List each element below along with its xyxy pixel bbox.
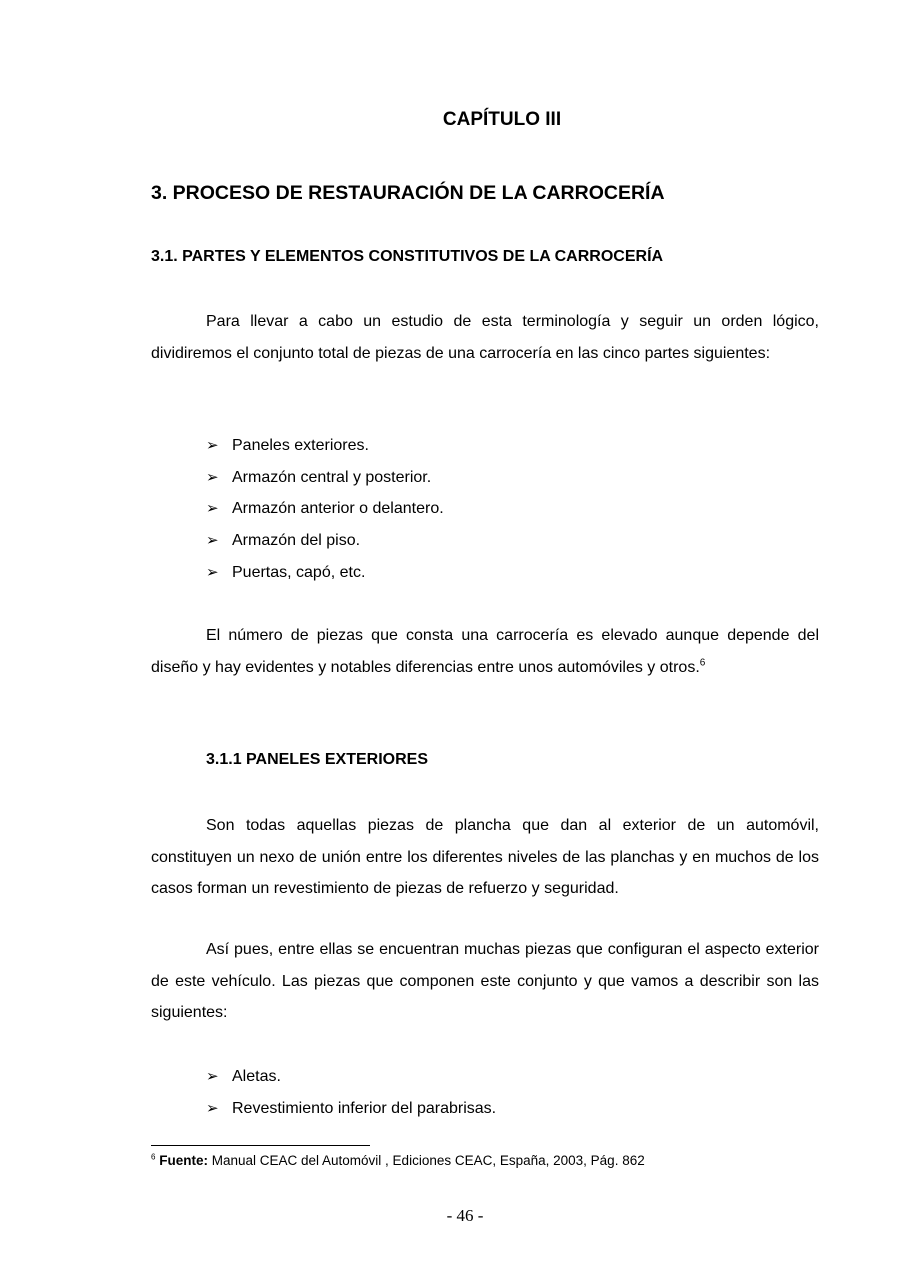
arrow-bullet-icon: ➢: [206, 500, 219, 518]
footnote-number: 6: [151, 1152, 156, 1162]
parts-list: [206, 430, 444, 588]
list-item: [206, 493, 444, 525]
paragraph-piece-count: [151, 620, 819, 683]
list-item: [206, 557, 444, 589]
paragraph-panels: Son todas aquellas piezas de plancha que dan al exterior de un automóvil, constituyen un nexo de unión entre los diferentes niveles de las planchas y en muchos de los casos forman un revestimiento de piezas de refuerzo y seguridad.: [151, 817, 819, 897]
arrow-bullet-icon: ➢: [206, 1099, 219, 1117]
subsection-heading: 3.1. PARTES Y ELEMENTOS CONSTITUTIVOS DE LA CARROCERÍA: [151, 248, 664, 265]
arrow-bullet-icon: ➢: [206, 1068, 219, 1085]
footnote: [151, 1153, 645, 1168]
arrow-bullet-icon: ➢: [206, 437, 219, 454]
footnote-text: Manual CEAC del Automóvil , Ediciones CEAC, España, 2003, Pág. 862: [207, 1153, 645, 1168]
paragraph-intro: Para llevar a cabo un estudio de esta terminología y seguir un orden lógico, dividiremos el conjunto total de piezas de una carrocería en las cinco partes siguientes:: [151, 313, 819, 362]
page-number: - 46 -: [446, 1206, 484, 1225]
list-item-text: Armazón central y posterior.: [232, 468, 432, 486]
arrow-bullet-icon: ➢: [206, 532, 219, 550]
list-item-text: Armazón anterior o delantero.: [232, 500, 444, 518]
panels-list: [206, 1061, 496, 1124]
list-item-text: Puertas, capó, etc.: [232, 563, 366, 581]
arrow-bullet-icon: ➢: [206, 468, 219, 486]
footnote-reference: 6: [699, 657, 706, 669]
list-item: [206, 1061, 496, 1093]
list-item: [206, 430, 444, 462]
list-item: [206, 1093, 496, 1125]
list-item-text: Paneles exteriores.: [232, 437, 369, 454]
paragraph-pieces: Así pues, entre ellas se encuentran muchas piezas que configuran el aspecto exterior de este vehículo. Las piezas que componen este conjunto y que vamos a describir son las siguientes:: [151, 941, 819, 1021]
section-heading: 3. PROCESO DE RESTAURACIÓN DE LA CARROCERÍA: [151, 182, 665, 204]
chapter-heading: CAPÍTULO III: [442, 109, 562, 130]
paragraph-text: El número de piezas que consta una carrocería es elevado aunque depende del diseño y hay evidentes y notables diferencias entre unos automóviles y otros.: [151, 627, 819, 676]
footnote-divider: [151, 1145, 370, 1146]
list-item: [206, 462, 444, 494]
list-item-text: Revestimiento inferior del parabrisas.: [232, 1099, 497, 1117]
subsubsection-heading: 3.1.1 PANELES EXTERIORES: [206, 751, 428, 768]
list-item-text: Armazón del piso.: [232, 532, 361, 550]
arrow-bullet-icon: ➢: [206, 563, 219, 581]
list-item-text: Aletas.: [232, 1068, 281, 1085]
list-item: [206, 525, 444, 557]
footnote-label: Fuente:: [159, 1153, 208, 1168]
